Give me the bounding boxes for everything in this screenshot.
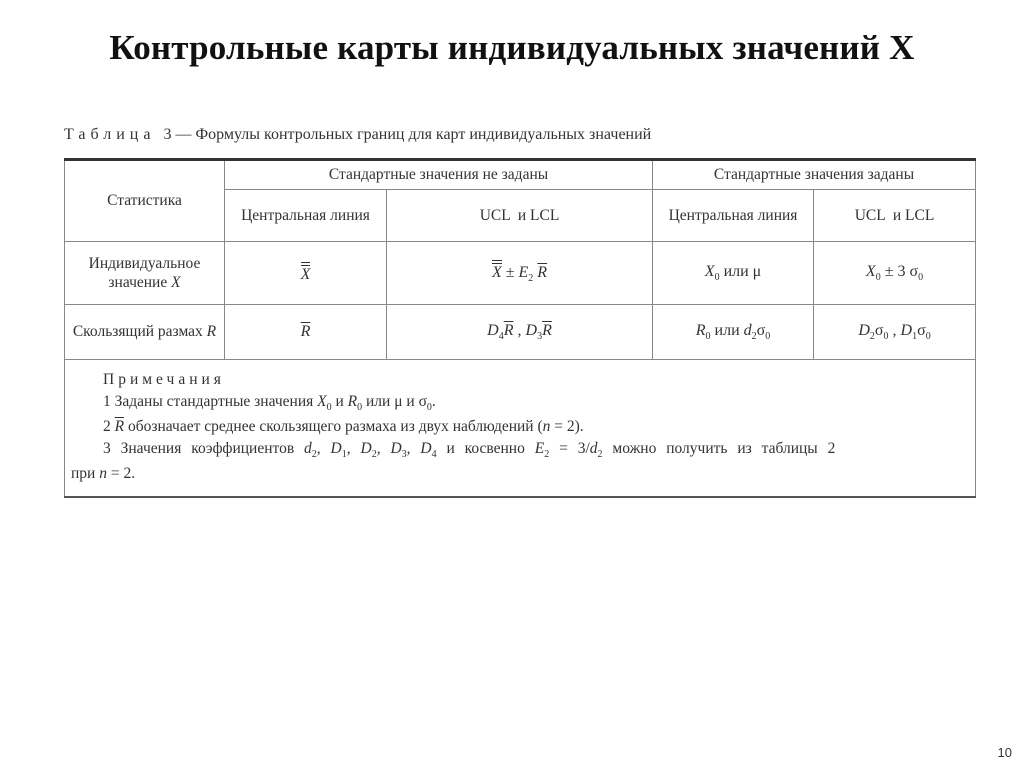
header-given: Стандартные значения заданы [653,160,976,190]
limits-given-individual: $X_0 \pm 3$ $\sigma_0$ [814,242,976,305]
x-double-bar: X [301,262,311,285]
header-statistic: Статистика [65,160,225,242]
notes [65,360,976,497]
formula-table [64,158,976,498]
limits-not-given-individual: $X \pm E_2$ $\overline{R}$ [387,242,653,305]
slide-title: Контрольные карты индивидуальных значений Х [109,28,915,67]
cl-given-individual: $X_0$ или μ [653,242,814,305]
note-1: 1 Заданы стандартные значения $X_0$ и $R_0$ или μ и $\sigma_0$. [103,393,436,414]
header-central-line-not-given: Центральная линия [225,190,387,242]
limits-not-given-range: $D_4\overline{R}$ , $D_3\overline{R}$ [387,305,653,360]
caption-number: 3 [163,126,172,143]
row-label-symbol: R [206,323,217,341]
table-row [65,305,976,360]
slide-number: 10 [997,745,1012,760]
caption-text: — Формулы контрольных границ для карт индивидуальных значений [175,126,652,143]
header-limits-not-given: UCL и LCL [387,190,653,242]
row-label-symbol: X [171,274,181,291]
row-label-moving-range [65,305,225,360]
row-label-text: Индивидуальное значение [88,254,201,291]
table-caption [64,126,651,144]
row-label-individual [65,242,225,305]
note-2: 2 $\overline{R}$ обозначает среднее скользящего размаха из двух наблюдений (n = 2). [103,417,584,435]
notes-heading: Примечания [103,371,225,388]
notes-row [65,360,976,497]
note-3: 3 Значения коэффициентов $d_2$, $D_1$, $D_2$, $D_3$, $D_4$ и косвенно $E_2 = 3/d_2$ можно получить из таблицы 2 [103,440,836,461]
row-label-text: Скользящий размах [72,323,203,341]
cl-not-given-individual [225,242,387,305]
note-3-continued: при n = 2. [71,465,136,483]
cl-given-range: $R_0$ или $d_2\sigma_0$ [653,305,814,360]
header-not-given: Стандартные значения не заданы [225,160,653,190]
header-central-line-given: Центральная линия [653,190,814,242]
table-row [65,242,976,305]
caption-word: Таблица [64,126,156,143]
limits-given-range: $D_2\sigma_0$ , $D_1\sigma_0$ [814,305,976,360]
header-limits-given: UCL и LCL [814,190,976,242]
cl-not-given-range: $\overline{R}$ [225,305,387,360]
